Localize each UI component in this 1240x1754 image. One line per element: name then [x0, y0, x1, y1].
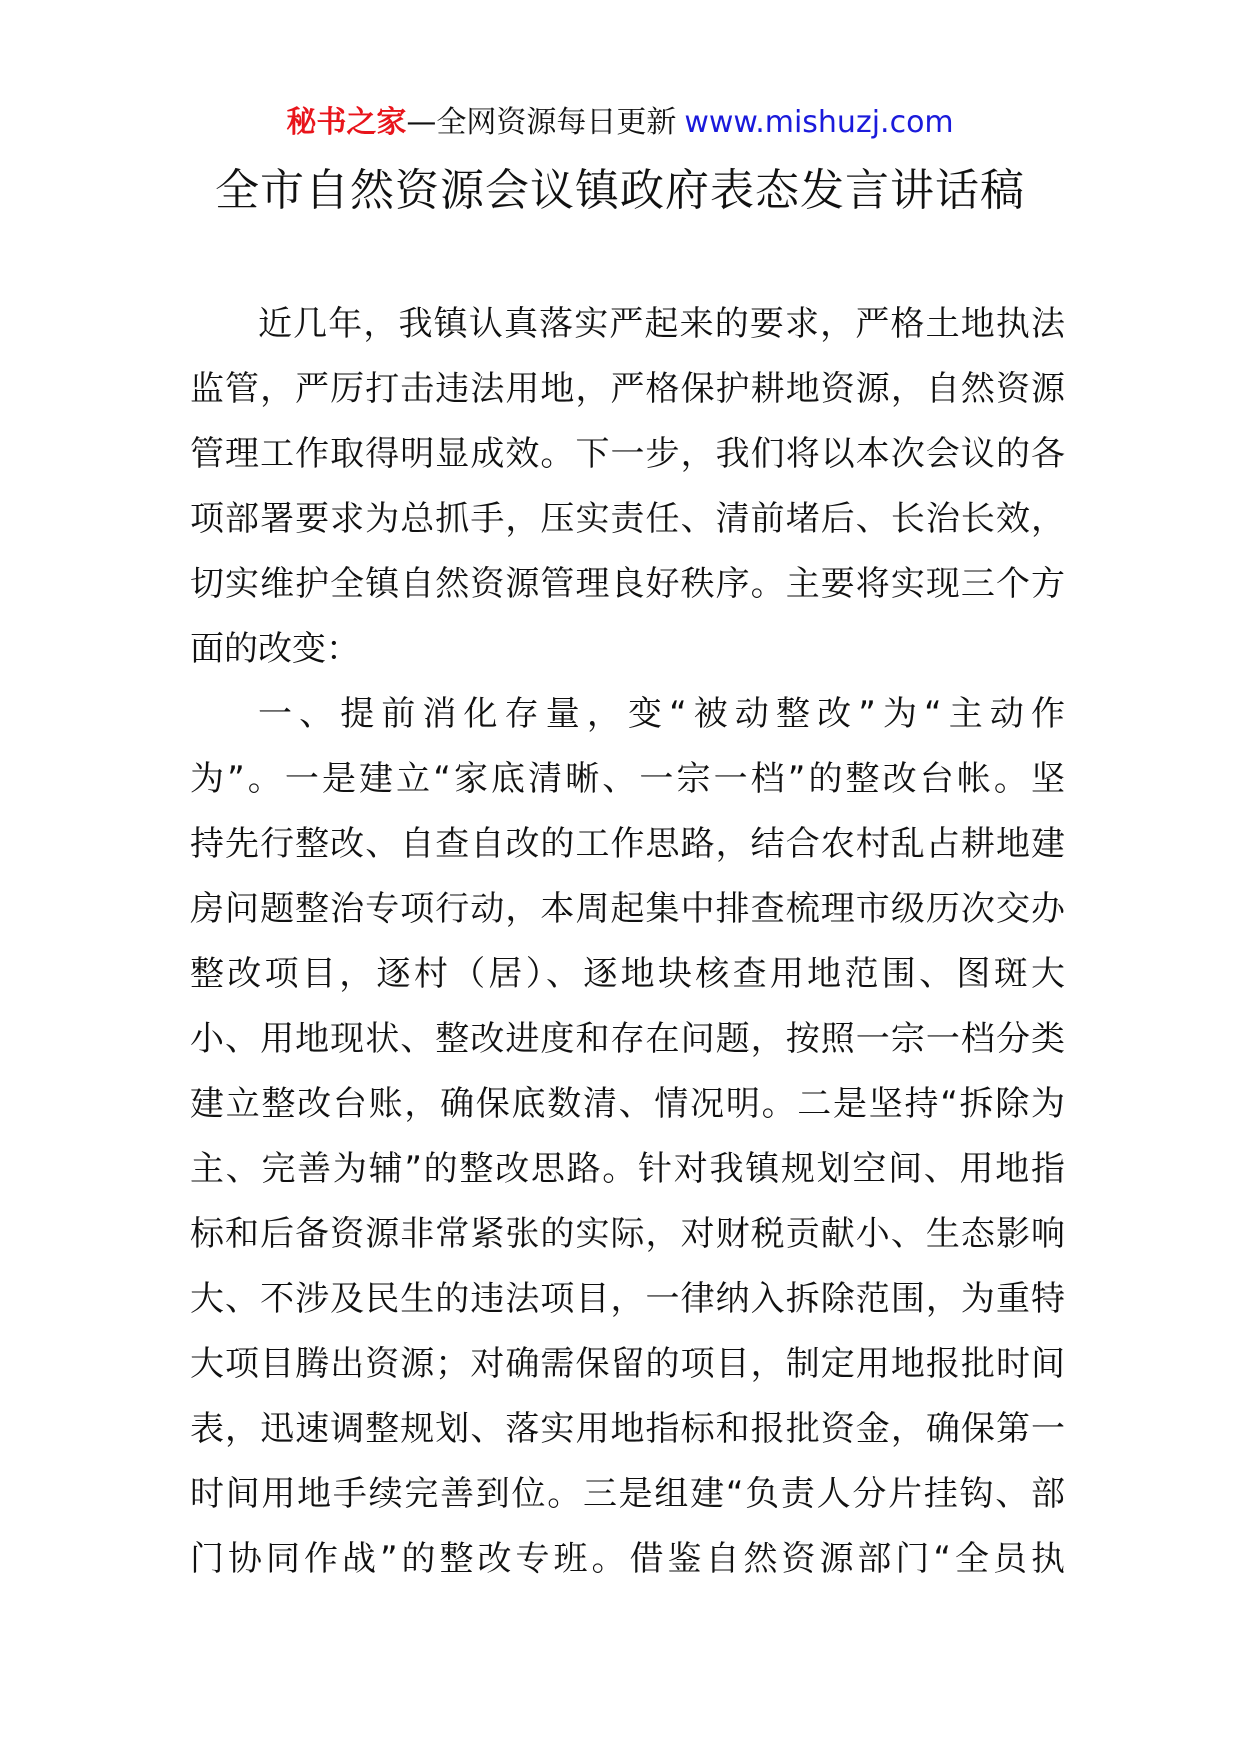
- paragraph-line: 门协同作战”的整改专班。借鉴自然资源部门“全员执: [190, 1539, 1065, 1579]
- paragraph-line: 表，迅速调整规划、落实用地指标和报批资金，确保第一: [190, 1409, 1065, 1449]
- paragraph-line: 切实维护全镇自然资源管理良好秩序。主要将实现三个方: [190, 564, 1065, 604]
- document-body: [190, 292, 1065, 1592]
- paragraph-line: 主、完善为辅”的整改思路。针对我镇规划空间、用地指: [190, 1149, 1065, 1189]
- paragraph-line: 小、用地现状、整改进度和存在问题，按照一宗一档分类: [190, 1019, 1065, 1059]
- paragraph-line: 面的改变：: [190, 629, 360, 669]
- paragraph-line: 项部署要求为总抓手，压实责任、清前堵后、长治长效，: [190, 499, 1065, 539]
- document-title: 全市自然资源会议镇政府表态发言讲话稿: [215, 165, 1025, 216]
- header-dash: —: [406, 105, 437, 140]
- paragraph-line: 整改项目，逐村（居）、逐地块核查用地范围、图斑大: [190, 954, 1065, 994]
- paragraph-line: 建立整改台账，确保底数清、情况明。二是坚持“拆除为: [190, 1084, 1065, 1124]
- paragraph-line: 持先行整改、自查自改的工作思路，结合农村乱占耕地建: [190, 824, 1065, 864]
- paragraph-line: 房问题整治专项行动，本周起集中排查梳理市级历次交办: [190, 889, 1065, 929]
- paragraph-line: 时间用地手续完善到位。三是组建“负责人分片挂钩、部: [190, 1474, 1065, 1514]
- paragraph-line: 监管，严厉打击违法用地，严格保护耕地资源，自然资源: [190, 369, 1065, 409]
- paragraph-line: 近几年，我镇认真落实严起来的要求，严格土地执法: [258, 304, 1065, 344]
- site-header: [0, 103, 1240, 143]
- paragraph-line: 大项目腾出资源；对确需保留的项目，制定用地报批时间: [190, 1344, 1065, 1384]
- site-brand: 秘书之家: [286, 105, 407, 140]
- paragraph-line: 标和后备资源非常紧张的实际，对财税贡献小、生态影响: [190, 1214, 1065, 1254]
- paragraph-line: 为”。一是建立“家底清晰、一宗一档”的整改台帐。坚: [190, 759, 1065, 799]
- site-url-link[interactable]: www.mishuzj.com: [684, 105, 954, 140]
- site-tagline: 全网资源每日更新: [436, 105, 677, 140]
- paragraph-line: 大、不涉及民生的违法项目，一律纳入拆除范围，为重特: [190, 1279, 1065, 1319]
- paragraph-line: 管理工作取得明显成效。下一步，我们将以本次会议的各: [190, 434, 1065, 474]
- section-heading-line: 一、提前消化存量，变“被动整改”为“主动作: [258, 694, 1065, 734]
